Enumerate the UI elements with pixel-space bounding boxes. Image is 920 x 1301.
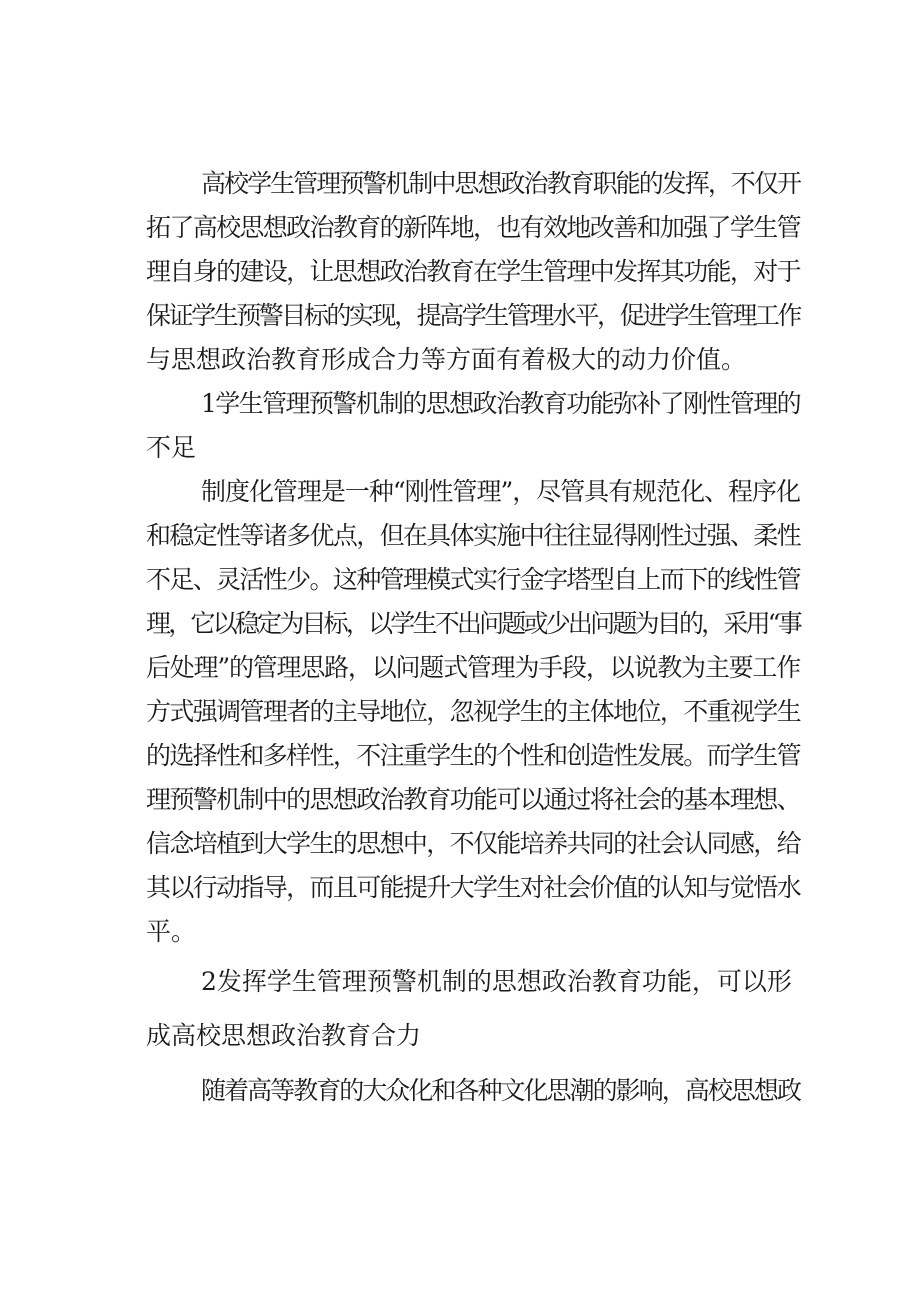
para2-line5: 后处理”的管理思路，以问题式管理为手段，以说教为主要工作 xyxy=(146,653,800,682)
para2-line2: 和稳定性等诸多优点，但在具体实施中往往显得刚性过强、柔性 xyxy=(146,521,800,550)
para2-line10: 其以行动指导，而且可能提升大学生对社会价值的认知与觉悟水 xyxy=(146,873,800,902)
para1-line5: 与思想政治教育形成合力等方面有着极大的动力价值。 xyxy=(146,345,747,374)
para1-line3: 理自身的建设，让思想政治教育在学生管理中发挥其功能，对于 xyxy=(146,257,800,286)
para1-line2: 拓了高校思想政治教育的新阵地，也有效地改善和加强了学生管 xyxy=(146,213,800,242)
para2-line1: 制度化管理是一种“刚性管理”，尽管具有规范化、程序化 xyxy=(201,477,800,506)
para2-line6: 方式强调管理者的主导地位，忽视学生的主体地位，不重视学生 xyxy=(146,697,800,726)
para2-line3: 不足、灵活性少。这种管理模式实行金字塔型自上而下的线性管 xyxy=(146,565,800,594)
para1-line4: 保证学生预警目标的实现，提高学生管理水平，促进学生管理工作 xyxy=(146,301,800,330)
para2-line11: 平。 xyxy=(146,917,197,946)
heading1-line2: 不足 xyxy=(146,433,197,462)
para2-line8: 理预警机制中的思想政治教育功能可以通过将社会的基本理想、 xyxy=(146,785,800,814)
heading1-line1: 1学生管理预警机制的思想政治教育功能弥补了刚性管理的 xyxy=(201,389,800,418)
para2-line4: 理，它以稳定为目标，以学生不出问题或少出问题为目的，采用“事 xyxy=(146,609,800,638)
para2-line7: 的选择性和多样性，不注重学生的个性和创造性发展。而学生管 xyxy=(146,741,800,770)
para1-line1: 高校学生管理预警机制中思想政治教育职能的发挥，不仅开 xyxy=(201,169,800,198)
heading2-line2: 成高校思想政治教育合力 xyxy=(146,1021,422,1050)
para2-line9: 信念培植到大学生的思想中，不仅能培养共同的社会认同感，给 xyxy=(146,829,800,858)
para3-line1: 随着高等教育的大众化和各种文化思潮的影响，高校思想政 xyxy=(201,1076,800,1105)
heading2-line1: 2发挥学生管理预警机制的思想政治教育功能，可以形 xyxy=(201,967,792,996)
